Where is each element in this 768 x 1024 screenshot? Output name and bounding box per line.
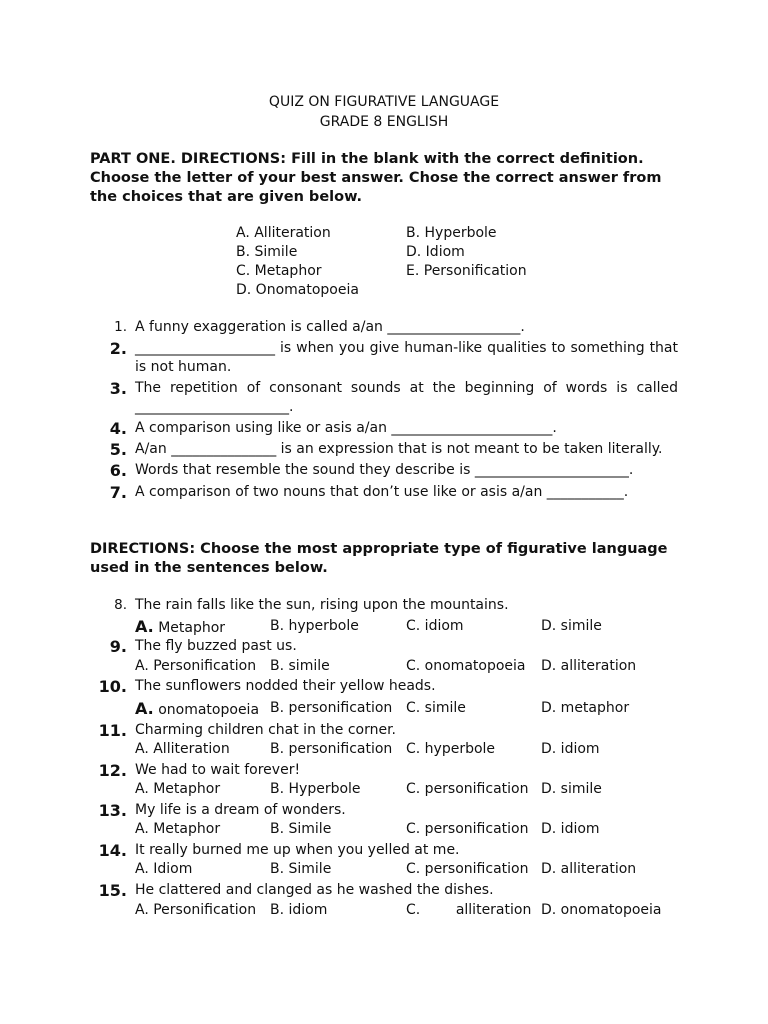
option-a [135, 860, 192, 879]
question-number: 1. [114, 319, 127, 335]
options-13 [0, 820, 768, 839]
question-text: My life is a dream of wonders. [135, 802, 346, 818]
question-text: A funny exaggeration is called a/an ___________________. [135, 319, 525, 335]
option-letter: A. [135, 617, 154, 636]
choice-alliteration: A. Alliteration [236, 225, 331, 241]
option-a [135, 740, 230, 759]
question-text: The sunflowers nodded their yellow heads. [135, 678, 436, 694]
option-text: Metaphor [153, 620, 226, 636]
option-d: D. idiom [541, 741, 600, 757]
question-number: 12. [98, 761, 127, 780]
choice-onomatopoeia: D. Onomatopoeia [236, 282, 359, 298]
question-number: 9. [109, 637, 127, 656]
options-12 [0, 780, 768, 799]
option-text: onomatopoeia [153, 702, 260, 718]
choice-idiom: D. Idiom [406, 244, 465, 260]
option-text: Metaphor [148, 781, 221, 797]
question-number: 4. [109, 419, 127, 438]
option-letter: A. [135, 902, 149, 918]
choice-metaphor: C. Metaphor [236, 263, 322, 279]
option-c: C. onomatopoeia [406, 658, 526, 674]
option-b: B. Simile [270, 861, 332, 877]
options-14 [0, 860, 768, 879]
option-letter: A. [135, 741, 149, 757]
option-b: B. personification [270, 700, 393, 716]
option-c: C. personification [406, 821, 529, 837]
part-one-directions: PART ONE. DIRECTIONS: Fill in the blank with the correct definition. Choose the letter of your best answer. Chose the correct answer from the choices that are given below. [90, 151, 662, 205]
question-text: A comparison using like or asis a/an _______________________. [135, 420, 557, 436]
option-a [135, 901, 256, 920]
question-text: ____________________ is when you give human-like qualities to something that is not human. [135, 340, 678, 375]
option-letter: A. [135, 781, 149, 797]
question-number: 5. [109, 440, 127, 459]
question-text: The fly buzzed past us. [135, 638, 297, 654]
option-a [135, 780, 220, 799]
question-text: Charming children chat in the corner. [135, 722, 397, 738]
document-subtitle: GRADE 8 ENGLISH [319, 114, 449, 130]
question-number: 6. [109, 461, 127, 480]
question-number: 13. [98, 801, 127, 820]
part-two-directions: DIRECTIONS: Choose the most appropriate type of figurative language used in the sentences below. [90, 541, 668, 576]
option-text: Metaphor [148, 821, 221, 837]
question-number: 15. [98, 881, 127, 900]
options-11 [0, 740, 768, 759]
option-d: D. alliteration [541, 658, 637, 674]
options-9 [0, 657, 768, 676]
option-text: Alliteration [148, 741, 230, 757]
option-a [135, 617, 225, 638]
option-d: D. metaphor [541, 700, 630, 716]
option-letter: A. [135, 821, 149, 837]
question-text: He clattered and clanged as he washed the dishes. [135, 882, 494, 898]
option-d: D. alliteration [541, 861, 637, 877]
question-number: 3. [109, 379, 127, 398]
question-text: Words that resemble the sound they describe is ______________________. [135, 462, 634, 478]
option-text: Personification [148, 658, 257, 674]
option-c: C. simile [406, 700, 466, 716]
question-number: 7. [109, 483, 127, 502]
question-number: 2. [109, 339, 127, 358]
choice-personification: E. Personification [406, 263, 527, 279]
options-8 [0, 617, 768, 636]
option-d: D. simile [541, 618, 602, 634]
option-c: C. hyperbole [406, 741, 496, 757]
option-b: B. idiom [270, 902, 328, 918]
options-10 [0, 699, 768, 718]
option-d: D. onomatopoeia [541, 902, 662, 918]
question-number: 14. [98, 841, 127, 860]
question-text: A/an _______________ is an expression that is not meant to be taken literally. [135, 441, 663, 457]
option-d: D. idiom [541, 821, 600, 837]
option-c: C. personification [406, 861, 529, 877]
question-number: 11. [98, 721, 127, 740]
option-letter: A. [135, 699, 154, 718]
option-c: C. idiom [406, 618, 464, 634]
option-b: B. hyperbole [270, 618, 359, 634]
option-d: D. simile [541, 781, 602, 797]
question-number: 10. [98, 677, 127, 696]
options-15 [0, 901, 768, 920]
option-b: B. Simile [270, 821, 332, 837]
option-text: Personification [148, 902, 257, 918]
option-a [135, 820, 220, 839]
choice-simile: B. Simile [236, 244, 298, 260]
option-c: C. personification [406, 781, 529, 797]
question-text: The repetition of consonant sounds at the beginning of words is called ______________________. [135, 380, 678, 415]
question-text: A comparison of two nouns that don’t use like or asis a/an ___________. [135, 484, 629, 500]
question-text: We had to wait forever! [135, 762, 301, 778]
option-letter: A. [135, 861, 149, 877]
option-text: Idiom [148, 861, 193, 877]
option-c: C. alliteration [406, 902, 532, 918]
option-b: B. personification [270, 741, 393, 757]
option-a [135, 657, 256, 676]
question-number: 8. [114, 597, 127, 613]
document-title: QUIZ ON FIGURATIVE LANGUAGE [268, 94, 500, 110]
option-b: B. Hyperbole [270, 781, 361, 797]
question-text: It really burned me up when you yelled at me. [135, 842, 460, 858]
option-letter: A. [135, 658, 149, 674]
question-text: The rain falls like the sun, rising upon the mountains. [135, 597, 509, 613]
choice-hyperbole: B. Hyperbole [406, 225, 497, 241]
option-a [135, 699, 259, 720]
option-b: B. simile [270, 658, 330, 674]
